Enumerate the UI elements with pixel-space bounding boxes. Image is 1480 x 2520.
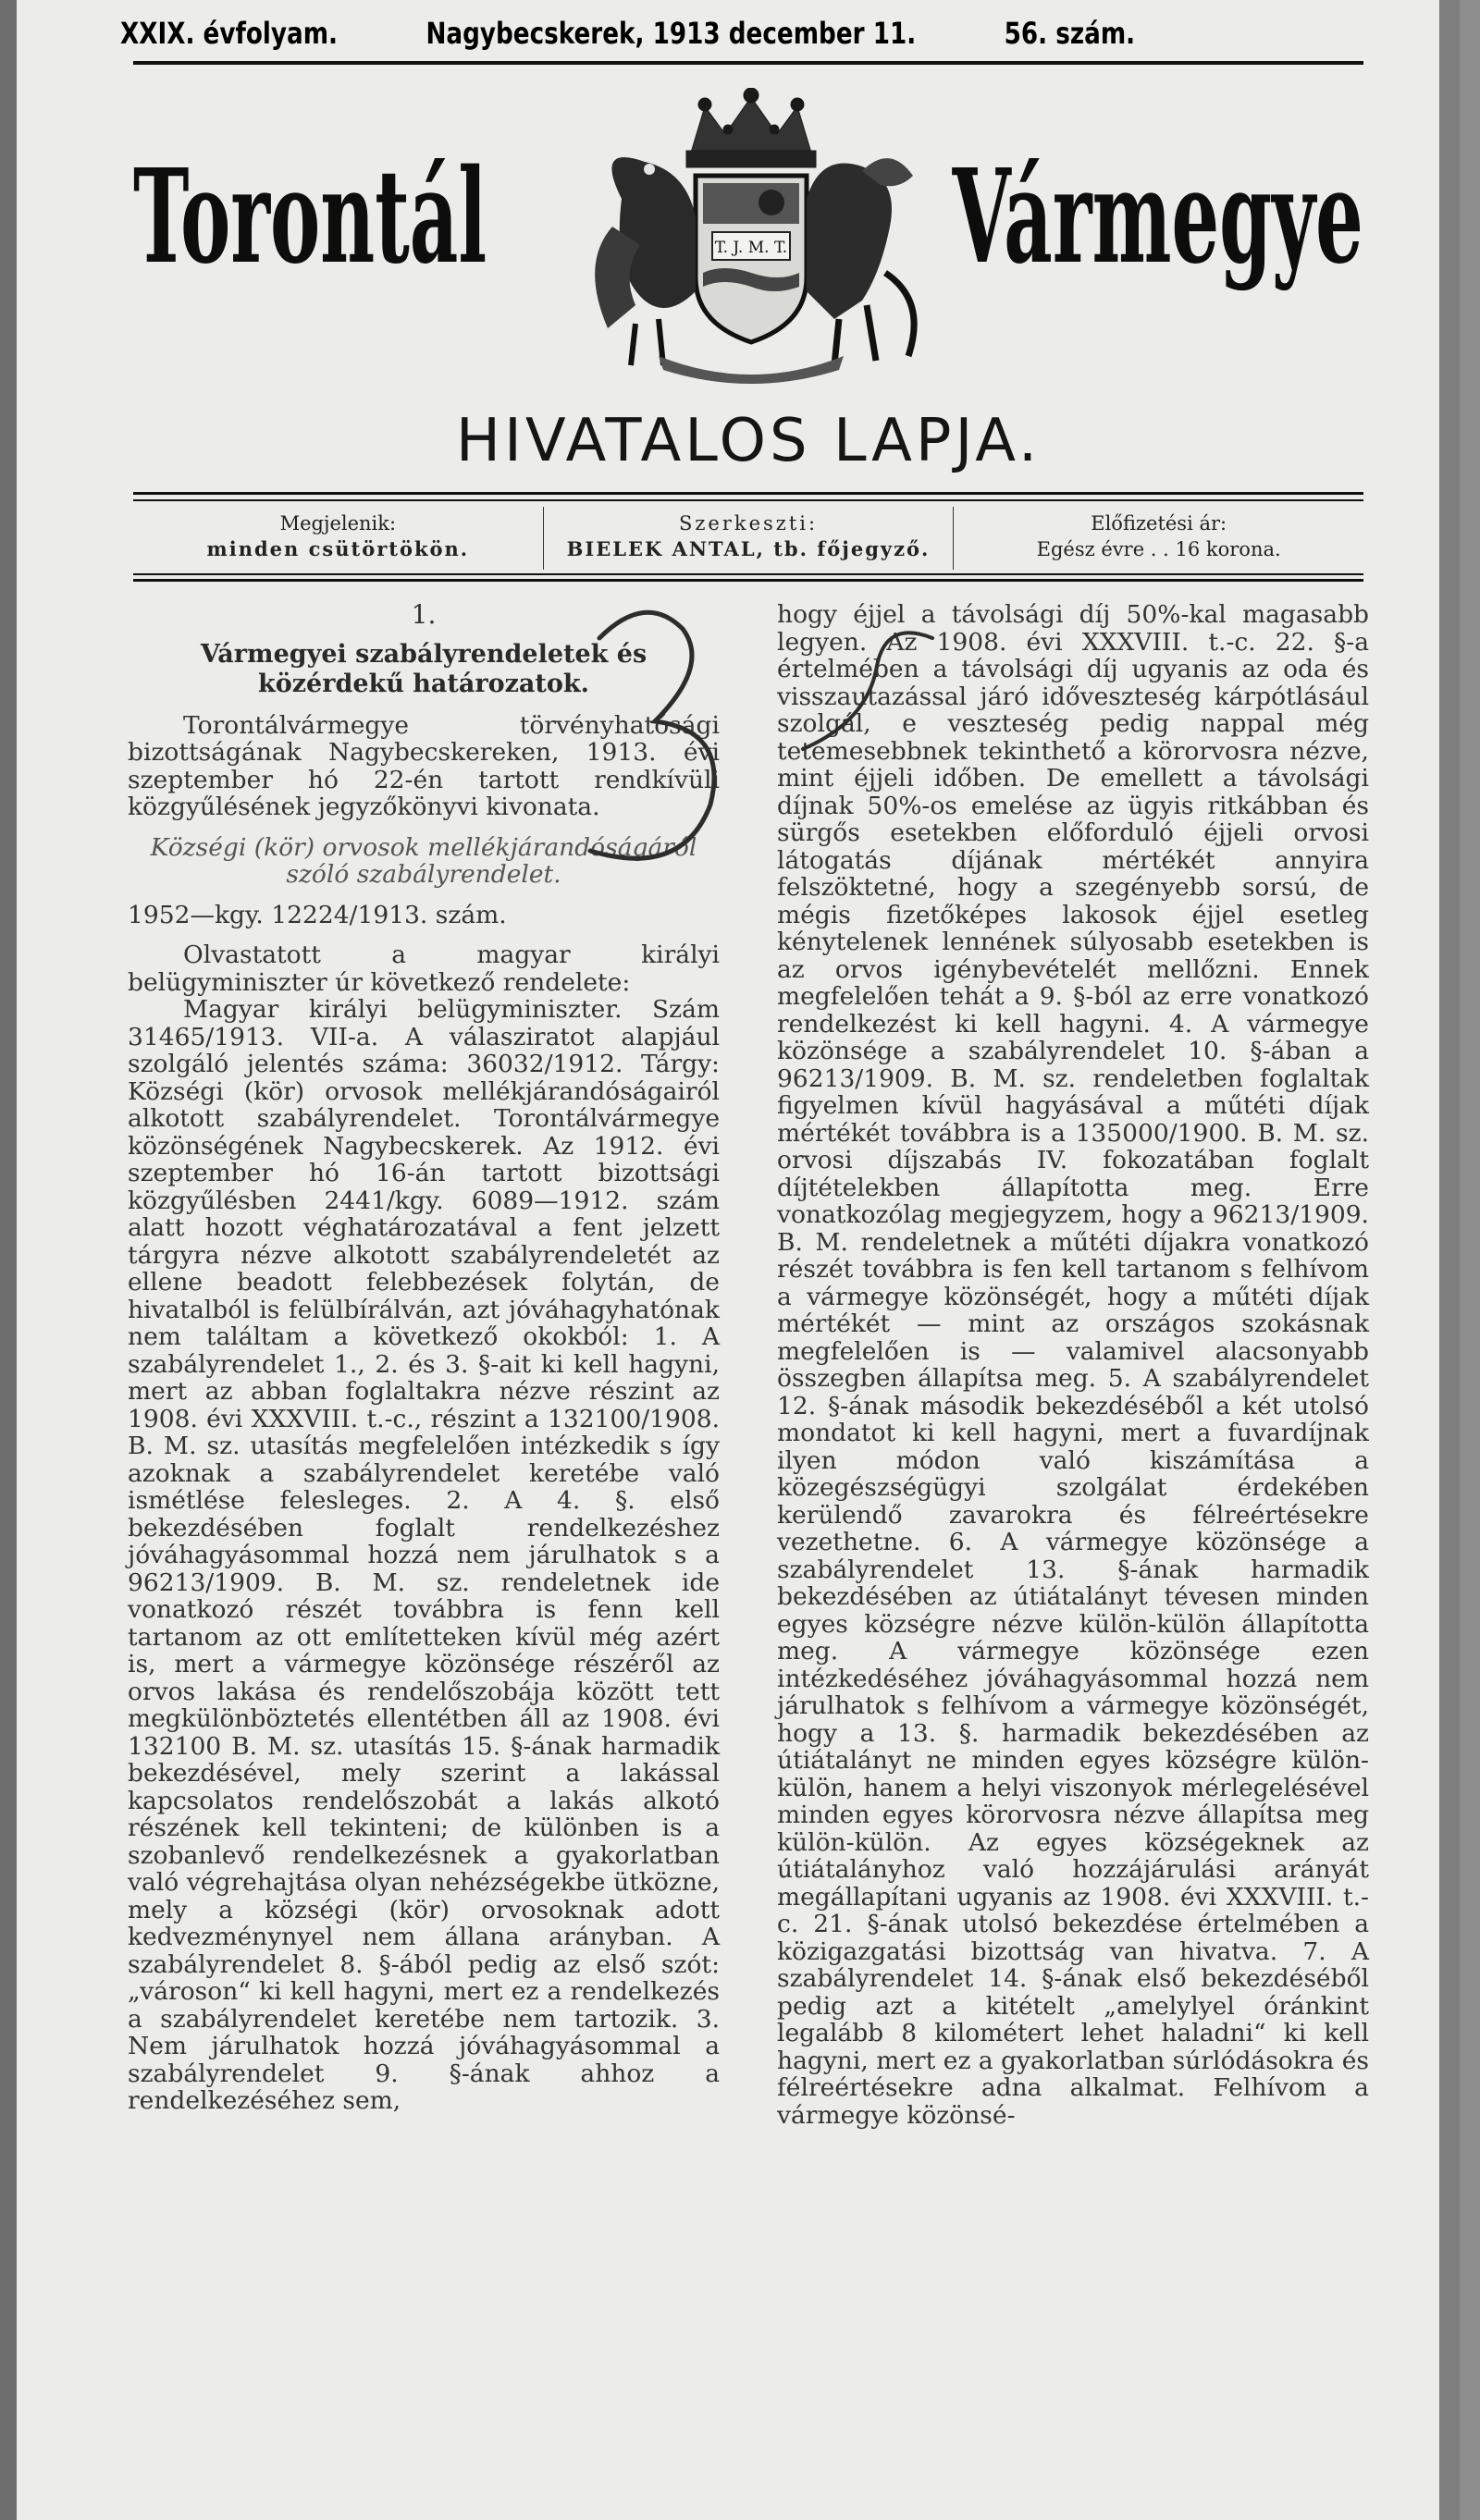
publication-schedule: Megjelenik: minden csütörtökön. <box>206 512 470 560</box>
rule-info-top-thin <box>133 499 1363 501</box>
article-body-left: Magyar királyi belügyminiszter. Szám 31465/1913. VII-a. A válasziratot alapjául szolgáló jelentés száma: 36032/1912. Tárgy: Községi (kör) orvosok mellékjárandóságairól alkotott szabályrendelet. Torontálvármegye közönségének Nagybecskerek. Az 1912. évi szeptember hó 16-án tartott bizottsági közgyűlésben 2441/kgy. 6089—1912. szám alatt hozott véghatározatával a fent jelzett tárgyra nézve alkotott szabályrendeletét az ellene beadott felebbezések folytán, de hivatalból is felülbírálván, azt jóváhagyhatónak nem találtam a következő okokból: 1. A szabályrendelet 1., 2. és 3. §-ait ki kell hagyni, mert az abban foglaltakra nézve részint az 1908. évi XXXVIII. t.-c., részint a 132100/1908. B. M. sz. utasítás megfelelően intézkedik s így azoknak a szabályrendelet keretébe való ismétlése felesleges. 2. A 4. §. első bekezdésében foglalt rendelkezéshez jóváhagyásommal hozzá nem járulhatok s a 96213/1909. B. M. sz. rendeletnek ide vonatkozó részét továbbra is fenn kell tartanom az ott említetteken kívül még azért is, mert a vármegye közönsége részéről az orvos lakása és rendelőszobája között tett megkülönböztetés ellentétben áll az 1908. évi 132100 B. M. sz. utasítás 15. §-ának harmadik bekezdésével, mely szerint a lakással kapcsolatos rendelőszobát a lakás alkotó részének kell tekinteni; de különben is a szobanlevő rendelkezésnek a gyakorlatban való végrehajtása olyan nehézségekbe ütközne, mely a községi (kör) orvosoknak adott kedvezménynyel nem állana arányban. A szabályrendelet 8. §-ából pedig az első szót: „városon“ ki kell hagyni, mert ez a rendelkezés a szabályrendelet keretébe nem tartozik. 3. Nem járulhatok hozzá jóváhagyásommal a szabályrendelet 9. §-ának ahhoz a rendelkezéséhez sem, <box>128 995 720 2115</box>
masthead-title-right: Vármegye <box>952 141 1363 293</box>
rule-info-top <box>133 492 1363 495</box>
place-date: Nagybecskerek, 1913 december 11. <box>426 16 917 51</box>
newspaper-page <box>17 0 1460 2520</box>
editor-info: Szerkeszti: BIELEK ANTAL, tb. főjegyző. <box>543 507 954 570</box>
coat-of-arms-icon <box>557 88 945 393</box>
volume-label: XXIX. évfolyam. <box>120 16 339 51</box>
rule-top <box>133 61 1363 65</box>
masthead <box>133 88 1363 393</box>
article-title: Vármegyei szabályrendeletek és közérdekű határozatok. <box>200 639 648 698</box>
article-number: 1. <box>411 599 437 630</box>
rule-info-bottom <box>133 579 1363 582</box>
masthead-title-left: Torontál <box>133 141 487 293</box>
column-right <box>777 601 1369 2129</box>
subscription-price: Előfizetési ár: Egész évre . . 16 korona. <box>953 507 1363 570</box>
rule-info-bottom-thin <box>133 573 1363 575</box>
article-lead: Olvastatott a magyar királyi belügyminiszter úr következő rendelete: <box>128 940 720 997</box>
regulation-subject: Községi (kör) orvosok mellékjárandóságáról szóló szabályrendelet. <box>150 832 697 889</box>
article-body-right: hogy éjjel a távolsági díj 50%-kal magasabb legyen. Az 1908. évi XXXVIII. t.-c. 22. §-a értelmében a távolsági díj ugyanis az oda és visszautazással járó időveszteség kárpótlásául szolgál, e veszteség pedig nappal még tetemesebbnek tekinthető a körorvosra nézve, mint éjjeli időben. De emellett a távolsági díjnak 50%-os emelése az ügyis ritkábban és sürgős esetekben előforduló éjjeli orvosi látogatás díjának mértékét annyira felszöktetné, hogy a szegényebb sorsú, de mégis fizetőképes lakosok éjjel esetleg kénytelenek lennének súlyosabb esetekben is az orvos igénybevételét mellőzni. Ennek megfelelően tehát a 9. §-ból az erre vonatkozó rendelkezést ki kell hagyni. 4. A vármegye közönsége a szabályrendelet 10. §-ában a 96213/1909. B. M. sz. rendeletben foglaltak figyelmen kívül hagyásával a műtéti díjak mértékét továbbra is a 135000/1900. B. M. sz. orvosi díjszabás IV. fokozatában foglalt díjtételekben állapította meg. Erre vonatkozólag megjegyzem, hogy a 96213/1909. B. M. rendeletnek a műtéti díjakra vonatkozó részét továbbra is fen kell tartanom s felhívom a vármegye közönségét, hogy a műtéti díjak mértékét — mint az országos szokásnak megfelelően is — valamivel alacsonyabb összegben állapítsa meg. 5. A szabályrendelet 12. §-ának második bekezdéséből a két utolsó mondatot ki kell hagyni, mert a fuvardíjnak ilyen módon való kiszámítása a közegészségügyi szolgálat érdekében kerülendő zavarokra és félreértésekre vezethetne. 6. A vármegye közönsége a szabályrendelet 13. §-ának harmadik bekezdésében az útiátalányt tévesen minden egyes községre nézve külön-külön állapította meg. A vármegye közönsége ezen intézkedéséhez jóváhagyásommal hozzá nem járulhatok s felhívom a vármegye közönségét, hogy a 13. §. harmadik bekezdésében az útiátalányt ne minden egyes községre külön-külön, hanem a helyi viszonyok mérlegelésével minden egyes körorvosra nézve állapítsa meg külön-külön. Az egyes községeknek az útiátalányhoz való hozzájárulási arányát megállapítani ugyanis az 1908. évi XXXVIII. t.-c. 21. §-ának utolsó bekezdése értelmében a közigazgatási bizottság van hivatva. 7. A szabályrendelet 14. §-ának első bekezdéséből pedig azt a kitételt „amelylyel óránkint legalább 8 kilométert lehet haladni“ ki kell hagyni, mert ez a gyakorlatban súrlódásokra és félreértésekre adna alkalmat. Felhívom a vármegye közönsé- <box>777 600 1369 2130</box>
masthead-subtitle: HIVATALOS LAPJA. <box>455 407 1042 475</box>
issue-line <box>120 9 1135 57</box>
meeting-intro: Torontálvármegye törvényhatósági bizottságának Nagybecskereken, 1913. évi szeptember hó 22-én tartott rendkívüli közgyűlésének jegyzőkönyvi kivonata. <box>128 710 720 821</box>
page-edge-left <box>0 0 17 2520</box>
issue-number: 56. szám. <box>1004 16 1136 51</box>
article-heading <box>128 601 720 699</box>
crest-initials: T. J. M. T. <box>714 239 788 257</box>
publication-info <box>133 507 1363 570</box>
reference-number: 1952—kgy. 12224/1913. szám. <box>128 900 507 929</box>
column-left <box>128 601 720 2115</box>
page-edge-right <box>1439 0 1460 2520</box>
